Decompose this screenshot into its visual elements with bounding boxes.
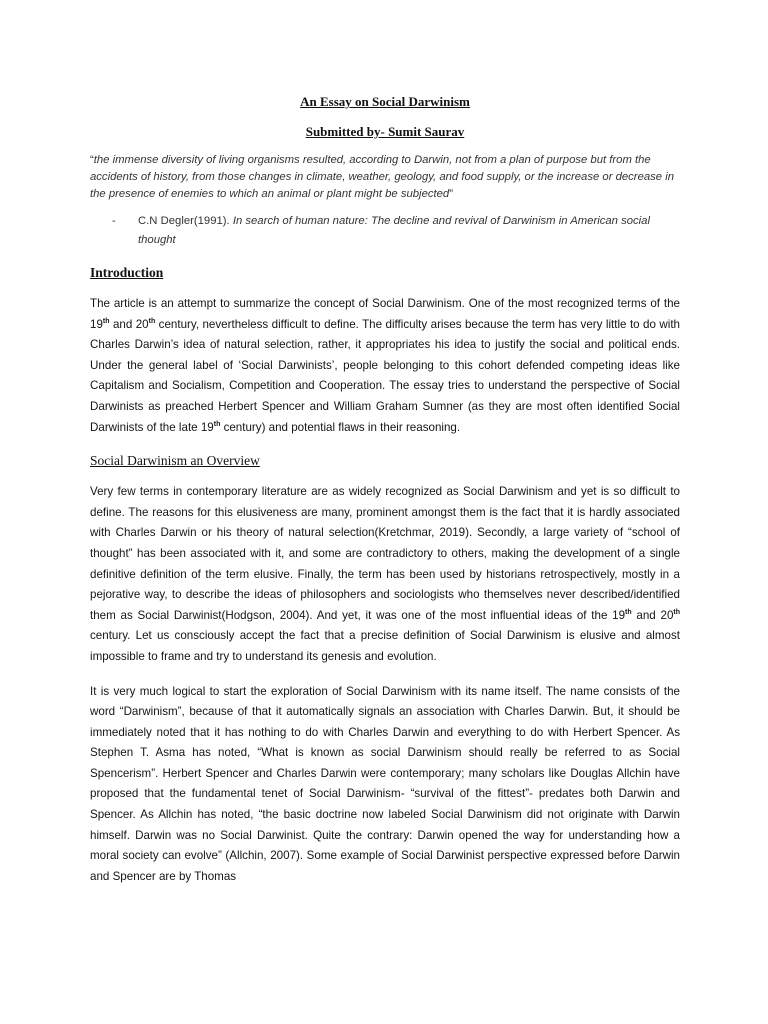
superscript-th: th	[625, 608, 632, 616]
overview-paragraph-2: It is very much logical to start the exploration of Social Darwinism with its name itself. The name consists of the word “Darwinism”, because of that it automatically signals an association with Charles Darwin. But, it should be immediately noted that it has nothing to do with Charles Darwin and everything to do with Herbert Spencer. As Stephen T. Asma has noted, “What is known as social Darwinism should really be referred to as Social Spencerism”. Herbert Spencer and Charles Darwin were contemporary; many scholars like Douglas Allchin have proposed that the fundamental tenet of Social Darwinism- “survival of the fittest”- predates both Darwin and Spencer. As Allchin has noted, “the basic doctrine now labeled Social Darwinism did not originate with Darwin himself. Darwin was no Social Darwinist. Quite the contrary: Darwin opened the way for understanding how a moral society can evolve” (Allchin, 2007). Some example of Social Darwinist perspective expressed before Darwin and Spencer are by Thomas	[90, 684, 680, 883]
overview-text-1: Very few terms in contemporary literature are as widely recognized as Social Darwinism and yet is so difficult to define. The reasons for this elusiveness are many, prominent amongst them is the fact that it is hardly associated with Charles Darwin or his theory of natural selection(Kretchmar, 2019). Secondly, a large variety of “school of thought” has been associated with it, and some are contradictory to others, making the development of a single definitive definition of the term elusive. Finally, the term has been used by historians retrospectively, mostly in a pejorative way, to describe the ideas of philosophers and sociologists who themselves never described/identified them as Social Darwinist(Hodgson, 2004). And yet, it was one of the most influential ideas of the 19	[90, 485, 680, 622]
intro-text-3: century, nevertheless difficult to define. The difficulty arises because the term has very little to do with Charles Darwin’s idea of natural selection, rather, it appropriates his idea to justify the social and political ends. Under the general label of ‘Social Darwinists’, people belonging to this cohort defended competing ideas like Capitalism and Socialism, Competition and Cooperation. The essay tries to understand the perspective of Social Darwinists as preached Herbert Spencer and William Graham Sumner (as they are most often identified Social Darwinists of the late 19	[90, 317, 680, 434]
close-quote: ”	[449, 188, 453, 200]
introduction-paragraph	[90, 294, 680, 438]
intro-text-4: century) and potential flaws in their reasoning.	[220, 420, 461, 434]
superscript-th: th	[148, 317, 156, 325]
epigraph-text: the immense diversity of living organisms resulted, according to Darwin, not from a plan of purpose but from the accidents of history, from those changes in climate, weather, geology, and food supply, or the increase or decrease in the presence of enemies to which an animal or plant might be subjected	[90, 154, 674, 200]
intro-text-2: and 20	[109, 317, 149, 331]
intro-text-1: The article is an attempt to summarize the concept of Social Darwinism. One of the most recognized terms of the 19	[90, 297, 680, 331]
citation-dash: -	[112, 215, 116, 227]
essay-title: An Essay on Social Darwinism	[300, 94, 470, 109]
overview-text-3: century. Let us consciously accept the fact that a precise definition of Social Darwinism is elusive and almost impossible to frame and try to understand its genesis and evolution.	[90, 629, 680, 663]
overview-heading: Social Darwinism an Overview	[90, 453, 260, 469]
epigraph-quote	[90, 152, 680, 203]
superscript-th: th	[673, 608, 680, 616]
overview-text-2: and 20	[631, 608, 674, 622]
overview-paragraph-1	[90, 482, 680, 667]
epigraph-citation	[112, 212, 680, 250]
introduction-heading: Introduction	[90, 265, 164, 280]
citation-author: C.N Degler(1991).	[138, 215, 230, 227]
superscript-th: th	[102, 317, 110, 325]
citation-work: In search of human nature: The decline and revival of Darwinism in American social thought	[138, 215, 650, 246]
superscript-th: th	[213, 420, 221, 428]
citation-body	[138, 212, 680, 250]
author-line: Submitted by- Sumit Saurav	[305, 124, 465, 139]
open-quote: “	[90, 154, 94, 166]
